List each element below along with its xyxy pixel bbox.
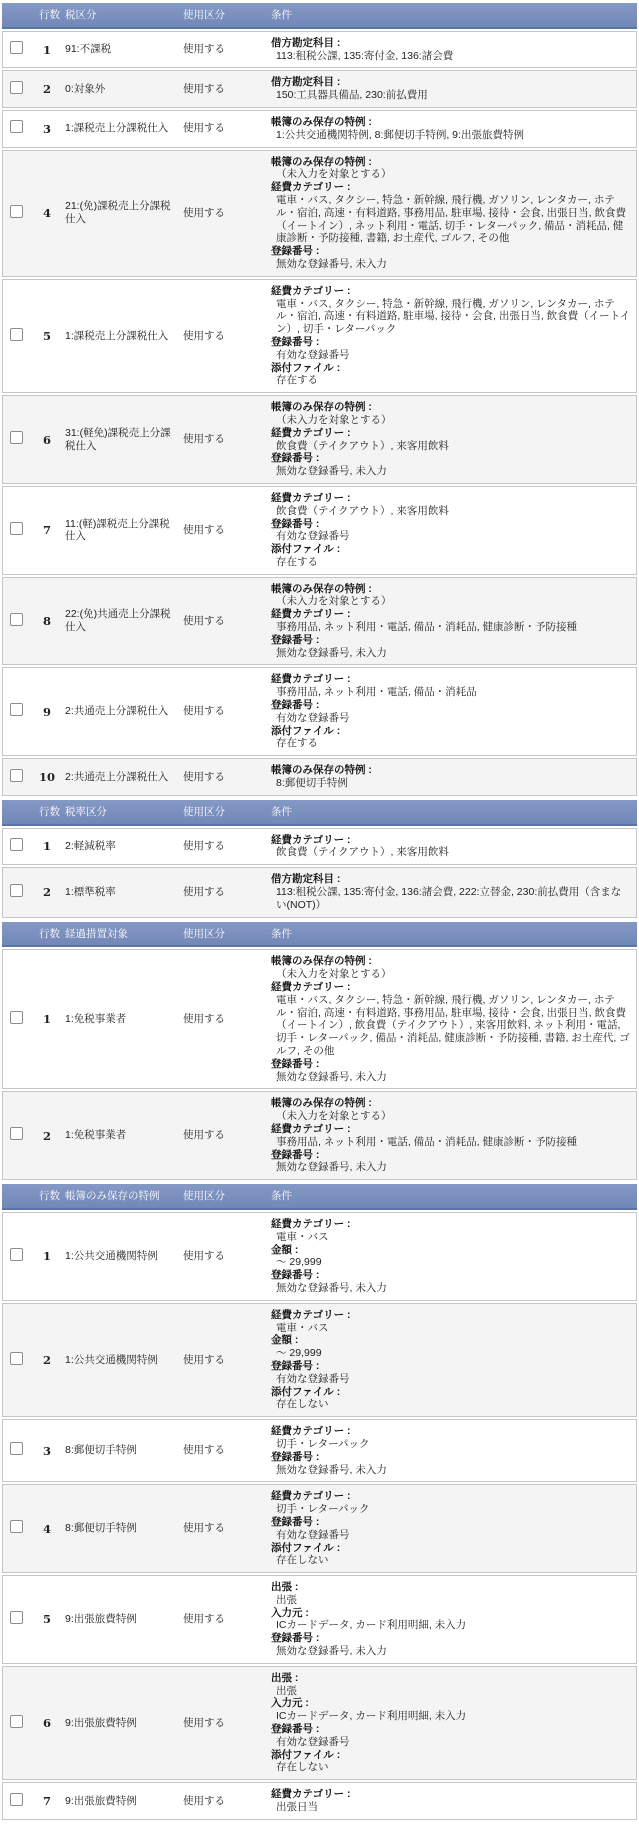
row-category: 1:課税売上分課税仕入 (60, 110, 178, 148)
condition-label: 金額 : (271, 1334, 299, 1347)
col-header-condition: 条件 (266, 1184, 637, 1210)
condition-label: 借方勘定科目 : (271, 36, 341, 49)
table-row (2, 1575, 637, 1664)
condition-value: 飲食費（テイクアウト）, 来客用飲料 (276, 846, 449, 859)
row-conditions (266, 486, 637, 575)
settings-table-4 (2, 1182, 637, 1822)
row-checkbox-cell (2, 150, 34, 277)
row-number: 4 (34, 150, 60, 277)
condition-value: 出張日当 (276, 1801, 318, 1814)
table-row (2, 150, 637, 277)
row-number: 1 (34, 949, 60, 1089)
row-number: 7 (34, 1782, 60, 1820)
row-checkbox-cell (2, 31, 34, 69)
row-checkbox-cell (2, 110, 34, 148)
row-checkbox[interactable] (10, 328, 23, 341)
row-number: 5 (34, 1575, 60, 1664)
row-number: 1 (34, 1212, 60, 1301)
row-checkbox-cell (2, 1782, 34, 1820)
row-conditions (266, 1212, 637, 1301)
row-category: 9:出張旅費特例 (60, 1782, 178, 1820)
row-number: 10 (34, 758, 60, 796)
condition-label: 経費カテゴリー : (271, 181, 351, 194)
condition-label: 帳簿のみ保存の特例 : (271, 955, 372, 968)
condition-label: 登録番号 : (271, 1148, 320, 1161)
row-checkbox-cell (2, 1212, 34, 1301)
row-category: 2:共通売上分課税仕入 (60, 667, 178, 756)
table-row (2, 1212, 637, 1301)
condition-label: 登録番号 : (271, 1057, 320, 1070)
table-row (2, 486, 637, 575)
row-category: 1:課税売上分課税仕入 (60, 279, 178, 393)
condition-label: 添付ファイル : (271, 1541, 341, 1554)
col-header-category: 帳簿のみ保存の特例 (60, 1184, 178, 1210)
row-conditions (266, 110, 637, 148)
row-usage: 使用する (178, 1782, 266, 1820)
row-category: 9:出張旅費特例 (60, 1575, 178, 1664)
row-conditions (266, 1782, 637, 1820)
condition-value: 8:郵便切手特例 (276, 777, 348, 790)
col-header-usage: 使用区分 (178, 800, 266, 826)
row-usage: 使用する (178, 1419, 266, 1482)
table-row (2, 1782, 637, 1820)
row-conditions (266, 1419, 637, 1482)
condition-value: 出張 (276, 1684, 297, 1697)
condition-value: 有効な登録番号 (276, 1372, 350, 1385)
settings-table-1 (2, 1, 637, 798)
table-row (2, 758, 637, 796)
header-row (2, 922, 637, 948)
row-checkbox-cell (2, 949, 34, 1089)
row-checkbox[interactable] (10, 431, 23, 444)
condition-label: 登録番号 : (271, 699, 320, 712)
condition-label: 入力元 : (271, 1606, 309, 1619)
condition-label: 経費カテゴリー : (271, 1425, 351, 1438)
table-row (2, 828, 637, 866)
condition-value: 無効な登録番号, 未入力 (276, 1281, 387, 1294)
condition-value: 有効な登録番号 (276, 530, 350, 543)
row-checkbox[interactable] (10, 1611, 23, 1624)
condition-label: 帳簿のみ保存の特例 : (271, 155, 372, 168)
row-checkbox-cell (2, 1666, 34, 1780)
row-category: 1:免税事業者 (60, 1091, 178, 1180)
condition-label: 登録番号 : (271, 1359, 320, 1372)
condition-value: 電車・バス (276, 1321, 329, 1334)
row-checkbox[interactable] (10, 205, 23, 218)
col-header-num: 行数 (34, 922, 60, 948)
row-category: 2:共通売上分課税仕入 (60, 758, 178, 796)
row-checkbox[interactable] (10, 769, 23, 782)
settings-table-2 (2, 798, 637, 920)
condition-value: 電車・バス, タクシー, 特急・新幹線, 飛行機, ガソリン, レンタカー, ホテル・宿泊, 高速・有料道路, 駐車場, 接待・会食, 出張日当, 飲食費（イートイン）, 切手・レターパック (276, 297, 631, 336)
row-checkbox-cell (2, 758, 34, 796)
row-checkbox-cell (2, 828, 34, 866)
row-usage: 使用する (178, 758, 266, 796)
condition-value: 有効な登録番号 (276, 711, 350, 724)
row-usage: 使用する (178, 577, 266, 666)
row-category: 8:郵便切手特例 (60, 1419, 178, 1482)
row-checkbox-cell (2, 577, 34, 666)
condition-label: 経費カテゴリー : (271, 1217, 351, 1230)
condition-value: ICカードデータ, カード利用明細, 未入力 (276, 1619, 467, 1632)
col-header-select (2, 800, 34, 826)
col-header-select (2, 1184, 34, 1210)
condition-label: 添付ファイル : (271, 1385, 341, 1398)
condition-value: 存在しない (276, 1554, 329, 1567)
col-header-usage: 使用区分 (178, 1184, 266, 1210)
table-row (2, 667, 637, 756)
row-conditions (266, 279, 637, 393)
condition-label: 添付ファイル : (271, 724, 341, 737)
col-header-usage: 使用区分 (178, 3, 266, 29)
tables-root (0, 1, 639, 1822)
condition-label: 帳簿のみ保存の特例 : (271, 764, 372, 777)
condition-label: 帳簿のみ保存の特例 : (271, 115, 372, 128)
condition-label: 添付ファイル : (271, 361, 341, 374)
row-number: 1 (34, 828, 60, 866)
condition-value: 出張 (276, 1593, 297, 1606)
condition-value: 〜 29,999 (276, 1256, 322, 1269)
row-usage: 使用する (178, 486, 266, 575)
table-row (2, 31, 637, 69)
condition-label: 経費カテゴリー : (271, 673, 351, 686)
row-number: 2 (34, 1303, 60, 1417)
table-row (2, 1091, 637, 1180)
table-row (2, 395, 637, 484)
condition-value: ICカードデータ, カード利用明細, 未入力 (276, 1710, 467, 1723)
row-checkbox-cell (2, 395, 34, 484)
table-row (2, 577, 637, 666)
row-conditions (266, 828, 637, 866)
settings-table-3 (2, 920, 637, 1183)
condition-value: （未入力を対象とする） (276, 413, 392, 426)
table-row (2, 279, 637, 393)
col-header-category: 税区分 (60, 3, 178, 29)
row-checkbox[interactable] (10, 1442, 23, 1455)
condition-value: 無効な登録番号, 未入力 (276, 1070, 387, 1083)
row-checkbox[interactable] (10, 41, 23, 54)
condition-value: 無効な登録番号, 未入力 (276, 1463, 387, 1476)
row-conditions (266, 867, 637, 917)
condition-label: 登録番号 : (271, 1269, 320, 1282)
condition-value: 切手・レターパック (276, 1503, 370, 1516)
row-conditions (266, 395, 637, 484)
condition-label: 経費カテゴリー : (271, 608, 351, 621)
row-conditions (266, 667, 637, 756)
condition-value: 存在しない (276, 1761, 329, 1774)
row-conditions (266, 31, 637, 69)
condition-label: 添付ファイル : (271, 1748, 341, 1761)
table-row (2, 1666, 637, 1780)
row-conditions (266, 1484, 637, 1573)
condition-value: 150:工具器具備品, 230:前払費用 (276, 89, 428, 102)
row-conditions (266, 1666, 637, 1780)
row-usage: 使用する (178, 150, 266, 277)
condition-label: 添付ファイル : (271, 543, 341, 556)
table-row (2, 1419, 637, 1482)
header-row (2, 800, 637, 826)
condition-label: 借方勘定科目 : (271, 76, 341, 89)
condition-value: 無効な登録番号, 未入力 (276, 1161, 387, 1174)
condition-label: 登録番号 : (271, 1450, 320, 1463)
condition-value: 無効な登録番号, 未入力 (276, 1645, 387, 1658)
condition-label: 出張 : (271, 1671, 299, 1684)
col-header-select (2, 3, 34, 29)
row-usage: 使用する (178, 1212, 266, 1301)
row-checkbox[interactable] (10, 81, 23, 94)
row-usage: 使用する (178, 1575, 266, 1664)
row-checkbox[interactable] (10, 613, 23, 626)
row-number: 2 (34, 867, 60, 917)
row-category: 21:(免)課税売上分課税仕入 (60, 150, 178, 277)
row-number: 9 (34, 667, 60, 756)
condition-label: 入力元 : (271, 1697, 309, 1710)
row-conditions (266, 1091, 637, 1180)
table-row (2, 1484, 637, 1573)
row-checkbox[interactable] (10, 1793, 23, 1806)
table-row (2, 949, 637, 1089)
condition-label: 登録番号 : (271, 1632, 320, 1645)
row-conditions (266, 949, 637, 1089)
row-checkbox[interactable] (10, 120, 23, 133)
row-checkbox[interactable] (10, 1715, 23, 1728)
row-number: 7 (34, 486, 60, 575)
header-row (2, 3, 637, 29)
row-checkbox-cell (2, 1091, 34, 1180)
table-row (2, 867, 637, 917)
row-conditions (266, 758, 637, 796)
row-number: 5 (34, 279, 60, 393)
condition-value: 存在しない (276, 1398, 329, 1411)
row-checkbox[interactable] (10, 1127, 23, 1140)
row-category: 2:軽減税率 (60, 828, 178, 866)
header-row (2, 1184, 637, 1210)
condition-value: 有効な登録番号 (276, 1528, 350, 1541)
condition-label: 金額 : (271, 1243, 299, 1256)
row-usage: 使用する (178, 667, 266, 756)
row-usage: 使用する (178, 1666, 266, 1780)
condition-value: 存在する (276, 737, 318, 750)
col-header-num: 行数 (34, 800, 60, 826)
condition-label: 経費カテゴリー : (271, 491, 351, 504)
row-usage: 使用する (178, 949, 266, 1089)
row-checkbox[interactable] (10, 1011, 23, 1024)
condition-label: 経費カテゴリー : (271, 1490, 351, 1503)
col-header-num: 行数 (34, 1184, 60, 1210)
condition-label: 経費カテゴリー : (271, 833, 351, 846)
condition-label: 帳簿のみ保存の特例 : (271, 1097, 372, 1110)
condition-value: 切手・レターパック (276, 1437, 370, 1450)
condition-value: 無効な登録番号, 未入力 (276, 646, 387, 659)
row-number: 6 (34, 395, 60, 484)
row-category: 1:免税事業者 (60, 949, 178, 1089)
condition-value: 無効な登録番号, 未入力 (276, 465, 387, 478)
condition-label: 帳簿のみ保存の特例 : (271, 582, 372, 595)
condition-value: 有効な登録番号 (276, 348, 350, 361)
condition-label: 経費カテゴリー : (271, 426, 351, 439)
condition-value: 電車・バス, タクシー, 特急・新幹線, 飛行機, ガソリン, レンタカー, ホテル・宿泊, 高速・有料道路, 事務用品, 駐車場, 接待・会食, 出張日当, 飲食費（イートイン）, 飲食費（テイクアウト）, 来客用飲料, ネット利用・電話, 切手・レターパック, 備品・消耗品, 健康診断・予防接種, 書籍, お土産代, ゴルフ, その他 (276, 993, 630, 1057)
table-row (2, 1303, 637, 1417)
row-category: 8:郵便切手特例 (60, 1484, 178, 1573)
condition-value: （未入力を対象とする） (276, 168, 392, 181)
row-checkbox[interactable] (10, 1248, 23, 1261)
row-checkbox[interactable] (10, 522, 23, 535)
row-checkbox-cell (2, 1575, 34, 1664)
condition-label: 登録番号 : (271, 245, 320, 258)
condition-label: 登録番号 : (271, 1723, 320, 1736)
condition-value: 電車・バス, タクシー, 特急・新幹線, 飛行機, ガソリン, レンタカー, ホテル・宿泊, 高速・有料道路, 事務用品, 駐車場, 接待・会食, 出張日当, 飲食費（イートイン）, ネット利用・電話, 切手・レターパック, 備品・消耗品, 健康診断・予防接種, 書籍, お土産代, ゴルフ, その他 (276, 193, 627, 245)
row-usage: 使用する (178, 867, 266, 917)
row-number: 2 (34, 70, 60, 108)
row-checkbox-cell (2, 279, 34, 393)
row-usage: 使用する (178, 828, 266, 866)
row-checkbox-cell (2, 667, 34, 756)
col-header-condition: 条件 (266, 800, 637, 826)
condition-label: 借方勘定科目 : (271, 873, 341, 886)
condition-label: 経費カテゴリー : (271, 1308, 351, 1321)
row-conditions (266, 577, 637, 666)
row-category: 31:(軽免)課税売上分課税仕入 (60, 395, 178, 484)
col-header-condition: 条件 (266, 3, 637, 29)
row-number: 1 (34, 31, 60, 69)
condition-label: 登録番号 : (271, 452, 320, 465)
row-usage: 使用する (178, 1484, 266, 1573)
condition-value: 有効な登録番号 (276, 1735, 350, 1748)
condition-value: 〜 29,999 (276, 1347, 322, 1360)
col-header-condition: 条件 (266, 922, 637, 948)
row-usage: 使用する (178, 1091, 266, 1180)
condition-value: 1:公共交通機関特例, 8:郵便切手特例, 9:出張旅費特例 (276, 128, 524, 141)
condition-value: （未入力を対象とする） (276, 595, 392, 608)
condition-label: 出張 : (271, 1581, 299, 1594)
condition-value: （未入力を対象とする） (276, 968, 392, 981)
row-conditions (266, 1575, 637, 1664)
row-checkbox-cell (2, 1419, 34, 1482)
condition-value: 113:租税公課, 135:寄付金, 136:諸会費, 222:立替金, 230:前払費用（含まない(NOT)） (276, 886, 622, 911)
row-usage: 使用する (178, 395, 266, 484)
row-checkbox[interactable] (10, 1520, 23, 1533)
row-usage: 使用する (178, 279, 266, 393)
condition-value: 電車・バス (276, 1230, 329, 1243)
row-checkbox-cell (2, 486, 34, 575)
condition-value: 飲食費（テイクアウト）, 来客用飲料 (276, 504, 449, 517)
row-category: 22:(免)共通売上分課税仕入 (60, 577, 178, 666)
condition-label: 経費カテゴリー : (271, 1788, 351, 1801)
row-usage: 使用する (178, 31, 266, 69)
condition-label: 経費カテゴリー : (271, 1122, 351, 1135)
col-header-category: 経過措置対象 (60, 922, 178, 948)
row-category: 11:(軽)課税売上分課税仕入 (60, 486, 178, 575)
row-checkbox[interactable] (10, 884, 23, 897)
condition-value: （未入力を対象とする） (276, 1110, 392, 1123)
row-usage: 使用する (178, 70, 266, 108)
condition-label: 登録番号 : (271, 633, 320, 646)
condition-label: 帳簿のみ保存の特例 : (271, 401, 372, 414)
condition-label: 登録番号 : (271, 335, 320, 348)
row-category: 0:対象外 (60, 70, 178, 108)
row-checkbox[interactable] (10, 703, 23, 716)
row-checkbox-cell (2, 1303, 34, 1417)
condition-value: 存在する (276, 555, 318, 568)
row-conditions (266, 70, 637, 108)
col-header-category: 税率区分 (60, 800, 178, 826)
col-header-usage: 使用区分 (178, 922, 266, 948)
col-header-select (2, 922, 34, 948)
row-category: 91:不課税 (60, 31, 178, 69)
condition-label: 経費カテゴリー : (271, 981, 351, 994)
row-checkbox-cell (2, 1484, 34, 1573)
row-usage: 使用する (178, 1303, 266, 1417)
condition-value: 事務用品, ネット利用・電話, 備品・消耗品, 健康診断・予防接種 (276, 1135, 578, 1148)
condition-value: 飲食費（テイクアウト）, 来客用飲料 (276, 439, 449, 452)
condition-label: 経費カテゴリー : (271, 284, 351, 297)
row-number: 8 (34, 577, 60, 666)
row-number: 2 (34, 1091, 60, 1180)
row-checkbox[interactable] (10, 1352, 23, 1365)
row-checkbox[interactable] (10, 838, 23, 851)
condition-value: 無効な登録番号, 未入力 (276, 257, 387, 270)
row-category: 1:公共交通機関特例 (60, 1303, 178, 1417)
row-category: 9:出張旅費特例 (60, 1666, 178, 1780)
condition-label: 登録番号 : (271, 517, 320, 530)
row-number: 3 (34, 110, 60, 148)
condition-value: 事務用品, ネット利用・電話, 備品・消耗品, 健康診断・予防接種 (276, 621, 578, 634)
row-number: 6 (34, 1666, 60, 1780)
row-checkbox-cell (2, 867, 34, 917)
condition-label: 登録番号 : (271, 1515, 320, 1528)
condition-value: 113:租税公課, 135:寄付金, 136:諸会費 (276, 49, 454, 62)
row-checkbox-cell (2, 70, 34, 108)
row-category: 1:標準税率 (60, 867, 178, 917)
row-number: 3 (34, 1419, 60, 1482)
table-row (2, 70, 637, 108)
row-number: 4 (34, 1484, 60, 1573)
condition-value: 存在する (276, 374, 318, 387)
condition-value: 事務用品, ネット利用・電話, 備品・消耗品 (276, 686, 477, 699)
row-category: 1:公共交通機関特例 (60, 1212, 178, 1301)
col-header-num: 行数 (34, 3, 60, 29)
table-row (2, 110, 637, 148)
row-conditions (266, 1303, 637, 1417)
row-conditions (266, 150, 637, 277)
row-usage: 使用する (178, 110, 266, 148)
